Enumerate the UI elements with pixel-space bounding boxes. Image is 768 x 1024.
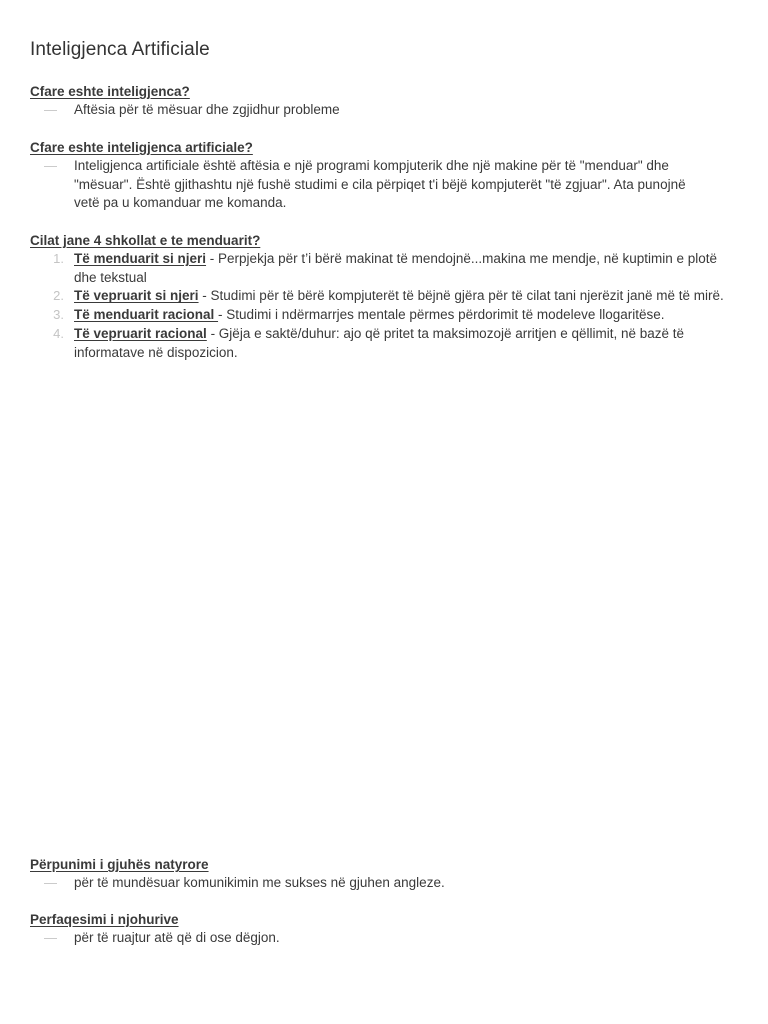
- dash-bullet-icon: —: [44, 930, 57, 945]
- dash-bullet-icon: —: [44, 158, 57, 173]
- section-four-schools: [30, 232, 742, 362]
- section-heading: Perfaqesimi i njohurive: [30, 912, 179, 927]
- section-natural-language-processing: [30, 856, 742, 893]
- list-item-term: Të menduarit si njeri: [74, 251, 207, 266]
- list-item-term: Të menduarit racional: [74, 307, 219, 323]
- section-knowledge-representation: [30, 911, 742, 948]
- list-item-text: për të ruajtur atë që di ose dëgjon.: [74, 930, 280, 945]
- list-item: [30, 325, 742, 362]
- list-item-text: për të mundësuar komunikimin me sukses në gjuhen angleze.: [74, 875, 445, 890]
- section-heading: Cfare eshte inteligjenca?: [30, 84, 190, 99]
- list-item-text: - Perpjekja për t’i bërë makinat të mendojnë...makina me mendje, në kuptimin e plotë dhe tekstual: [74, 251, 718, 285]
- list-item: [30, 287, 742, 306]
- section-heading: Cfare eshte inteligjenca artificiale?: [30, 140, 253, 155]
- bullet-list: [30, 101, 742, 120]
- list-number: 4.: [53, 325, 64, 341]
- list-item: [30, 306, 742, 325]
- dash-bullet-icon: —: [44, 875, 57, 890]
- list-item: [30, 874, 742, 893]
- list-item: [30, 250, 742, 287]
- list-item-text: - Gjëja e saktë/duhur: ajo që pritet ta maksimozojë arritjen e qëllimit, në bazë të informatave në dispozicion.: [74, 325, 685, 360]
- list-number: 3.: [53, 307, 64, 323]
- dash-bullet-icon: —: [44, 102, 57, 117]
- bullet-list: [30, 157, 742, 213]
- list-item: [30, 929, 742, 948]
- section-heading: Përpunimi i gjuhës natyrore: [30, 857, 209, 872]
- bullet-list: [30, 929, 742, 948]
- list-number: 2.: [53, 288, 64, 304]
- list-item-text: Inteligjenca artificiale është aftësia e një programi kompjuterik dhe një makine për të "menduar" dhe "mësuar". Është gjithashtu një fushë studimi e cila përpiqet t'i bëjë kompjuterët "të zgjuar". Ata punojnë vetë pa u komanduar me komanda.: [74, 158, 686, 211]
- list-item: [30, 157, 742, 213]
- bullet-list: [30, 874, 742, 893]
- list-item-text: - Studimi i ndërmarrjes mentale përmes përdorimit të modeleve llogaritëse.: [218, 307, 665, 323]
- numbered-list: [30, 250, 742, 362]
- section-what-is-ai: [30, 139, 742, 213]
- list-number: 1.: [53, 251, 64, 266]
- list-item: [30, 101, 742, 120]
- list-item-text: Aftësia për të mësuar dhe zgjidhur probleme: [74, 102, 340, 117]
- section-heading: Cilat jane 4 shkollat e te menduarit?: [30, 233, 261, 248]
- list-item-text: - Studimi për të bërë kompjuterët të bëjnë gjëra për të cilat tani njerëzit janë më të mirë.: [198, 288, 724, 304]
- section-what-is-intelligence: [30, 83, 742, 120]
- list-item-term: Të vepruarit racional: [74, 325, 207, 341]
- list-item-term: Të vepruarit si njeri: [74, 288, 199, 304]
- page-title: Inteligjenca Artificiale: [30, 39, 210, 60]
